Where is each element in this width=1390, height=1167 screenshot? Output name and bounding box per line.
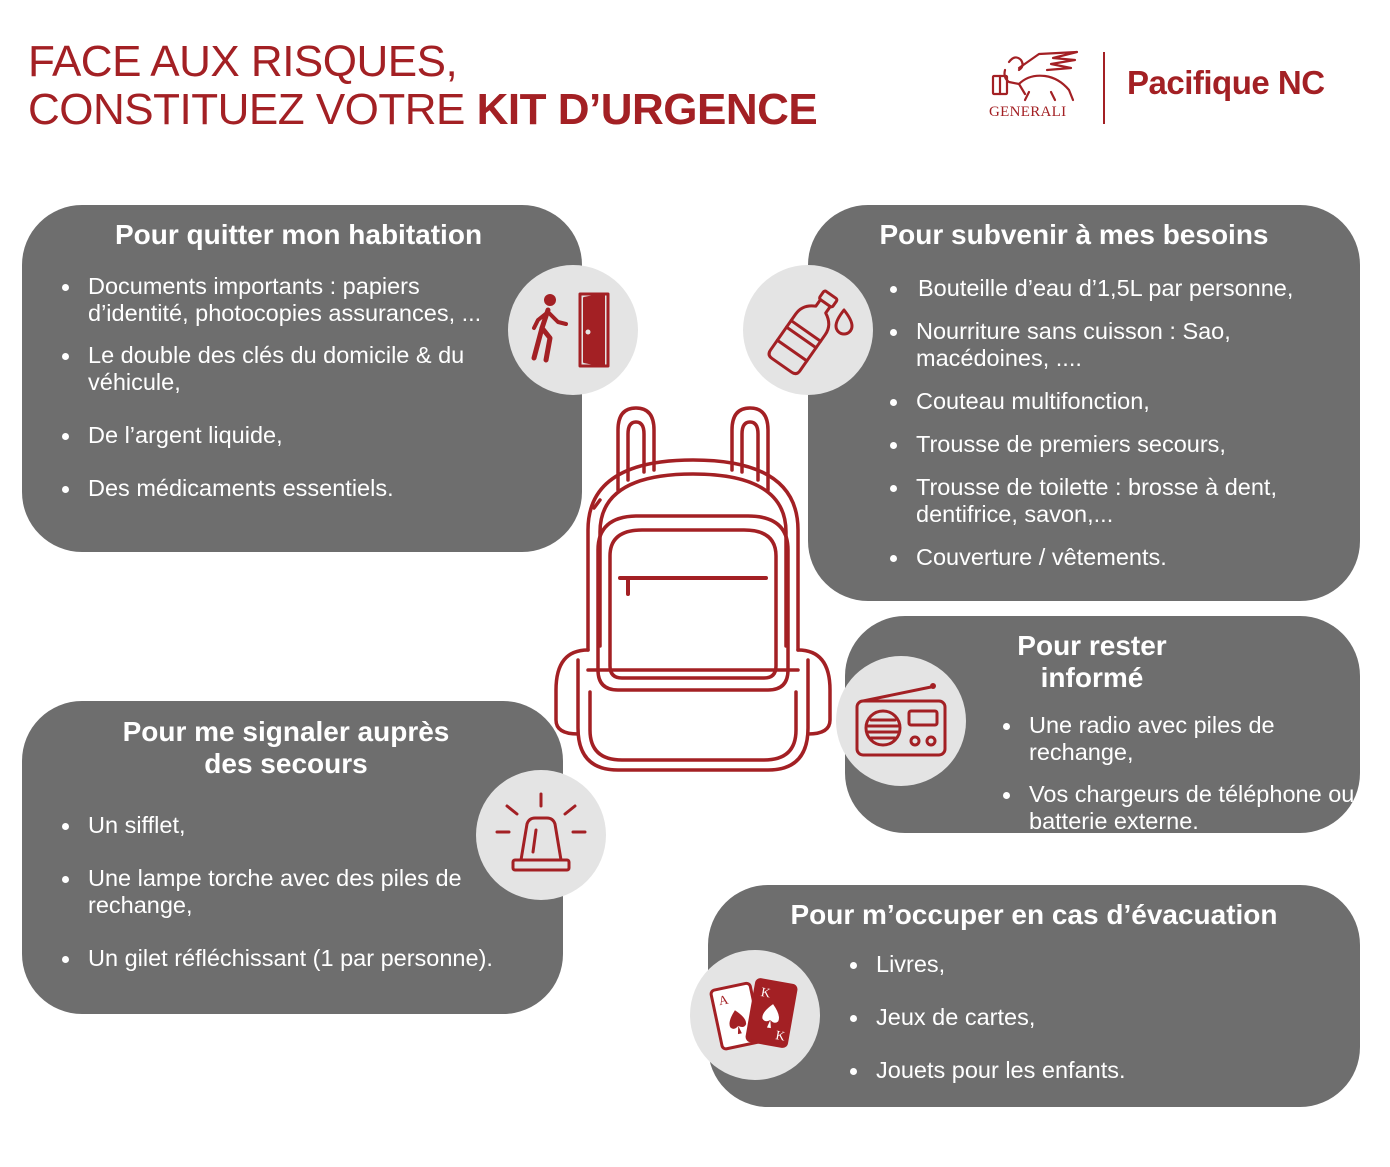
list-item: Trousse de toilette : brosse à dent, dentifrice, savon,... <box>874 474 1344 528</box>
list-item: Documents importants : papiers d’identité, photocopies assurances, ... <box>46 273 516 327</box>
list-item: Un gilet réfléchissant (1 par personne). <box>46 945 506 972</box>
list-item: Jeux de cartes, <box>834 1004 1254 1031</box>
icon-circle-siren <box>476 770 606 900</box>
item-list <box>46 812 506 972</box>
svg-text:A: A <box>717 991 730 1009</box>
item-list <box>834 951 1254 1084</box>
item-list <box>46 273 516 502</box>
card-title-line-2: des secours <box>204 748 368 779</box>
card-title: Pour rester informé <box>1017 630 1167 693</box>
list-item: Couteau multifonction, <box>874 388 1344 415</box>
brand-name: Pacifique NC <box>1127 64 1325 101</box>
list-item: Des médicaments essentiels. <box>46 475 516 502</box>
list-item: Livres, <box>834 951 1254 978</box>
item-list <box>874 275 1344 571</box>
list-item: Bouteille d’eau d’1,5L par personne, <box>874 275 1344 302</box>
list-item: Trousse de premiers secours, <box>874 431 1344 458</box>
playing-cards-icon <box>707 970 803 1060</box>
icon-circle-radio <box>836 656 966 786</box>
generali-wordmark: GENERALI <box>989 104 1067 120</box>
lion-logo-icon <box>989 48 1085 104</box>
page-title <box>28 38 817 134</box>
icon-circle-bottle <box>743 265 873 395</box>
list-item: Nourriture sans cuisson : Sao, macédoines, .... <box>874 318 1344 372</box>
icon-circle-cards <box>690 950 820 1080</box>
water-bottle-icon <box>758 280 858 380</box>
card-title-line-1: Pour me signaler auprès <box>122 716 450 747</box>
backpack-icon <box>548 400 838 780</box>
list-item: Le double des clés du domicile & du véhicule, <box>46 342 516 396</box>
list-item: Couverture / vêtements. <box>874 544 1344 571</box>
title-line-2: CONSTITUEZ VOTRE <box>28 85 465 134</box>
radio-icon <box>853 681 949 761</box>
card-habitation <box>22 205 582 552</box>
icon-circle-exit <box>508 265 638 395</box>
list-item: Vos chargeurs de téléphone ou batterie externe. <box>987 781 1360 835</box>
siren-icon <box>491 790 591 880</box>
card-besoins <box>808 205 1360 601</box>
title-line-1: FACE AUX RISQUES, <box>28 37 458 86</box>
card-title: Pour m’occuper en cas d’évacuation <box>790 899 1278 930</box>
card-title <box>46 716 526 780</box>
list-item: Une radio avec piles de rechange, <box>987 712 1360 766</box>
card-title: Pour quitter mon habitation <box>114 219 483 250</box>
brand-logo <box>985 48 1355 128</box>
list-item: Jouets pour les enfants. <box>834 1057 1254 1084</box>
card-title: Pour subvenir à mes besoins <box>879 219 1269 250</box>
svg-text:K: K <box>774 1027 787 1044</box>
item-list <box>987 712 1360 835</box>
list-item: De l’argent liquide, <box>46 422 516 449</box>
list-item: Un sifflet, <box>46 812 506 839</box>
exit-door-icon <box>528 290 618 370</box>
svg-text:K: K <box>759 984 772 1001</box>
list-item: Une lampe torche avec des piles de rechange, <box>46 865 506 919</box>
title-highlight: KIT D’URGENCE <box>476 85 818 134</box>
logo-divider <box>1103 52 1105 124</box>
